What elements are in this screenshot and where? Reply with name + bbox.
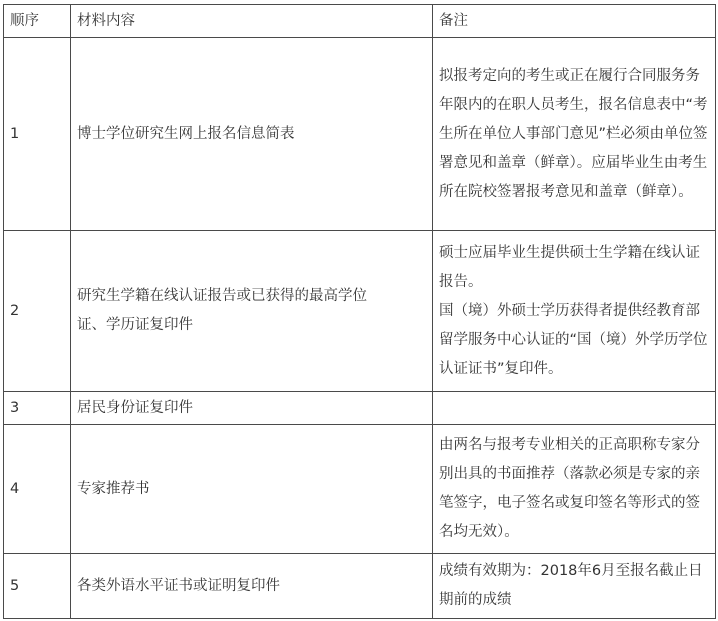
header-remarks: 备注 [433, 5, 716, 38]
row-content [71, 231, 433, 392]
table-row [4, 392, 716, 425]
note-paragraph: 由两名与报考专业相关的正高职称专家分别出具的书面推荐（落款必须是专家的亲笔签字，电子签名或复印签名等形式的签名均无效）。 [439, 437, 700, 540]
materials-table [3, 4, 716, 619]
row-number: 3 [4, 392, 71, 425]
note-paragraph: 成绩有效期为：2018年6月至报名截止日期前的成绩 [439, 563, 703, 608]
content-line: 博士学位研究生网上报名信息简表 [77, 125, 295, 142]
row-note [433, 392, 716, 425]
table-row [4, 231, 716, 392]
row-content [71, 392, 433, 425]
row-content [71, 38, 433, 231]
content-line: 居民身份证复印件 [77, 399, 193, 416]
row-content [71, 425, 433, 554]
header-material-content: 材料内容 [71, 5, 433, 38]
row-note [433, 425, 716, 554]
table-row [4, 38, 716, 231]
row-number: 5 [4, 554, 71, 619]
header-order: 顺序 [4, 5, 71, 38]
row-note [433, 554, 716, 619]
row-note [433, 38, 716, 231]
content-line: 证、学历证复印件 [77, 317, 193, 333]
table-row [4, 554, 716, 619]
note-paragraph: 拟报考定向的考生或正在履行合同服务务年限内的在职人员考生，报名信息表中“考生所在单位人事部门意见”栏必须由单位签署意见和盖章（鲜章）。应届毕业生由考生所在院校签署报考意见和盖章（鲜章）。 [439, 67, 708, 200]
table-header-row [4, 5, 716, 38]
content-line: 研究生学籍在线认证报告或已获得的最高学位 [77, 288, 367, 304]
row-number: 2 [4, 231, 71, 392]
row-number: 1 [4, 38, 71, 231]
content-line: 各类外语水平证书或证明复印件 [77, 577, 280, 594]
row-note [433, 231, 716, 392]
table-row [4, 425, 716, 554]
row-content [71, 554, 433, 619]
note-paragraph: 硕士应届毕业生提供硕士生学籍在线认证报告。 [439, 244, 700, 290]
note-paragraph: 国（境）外硕士学历获得者提供经教育部留学服务中心认证的“国（境）外学历学位认证证书”复印件。 [439, 302, 708, 377]
row-number: 4 [4, 425, 71, 554]
content-line: 专家推荐书 [77, 480, 150, 497]
